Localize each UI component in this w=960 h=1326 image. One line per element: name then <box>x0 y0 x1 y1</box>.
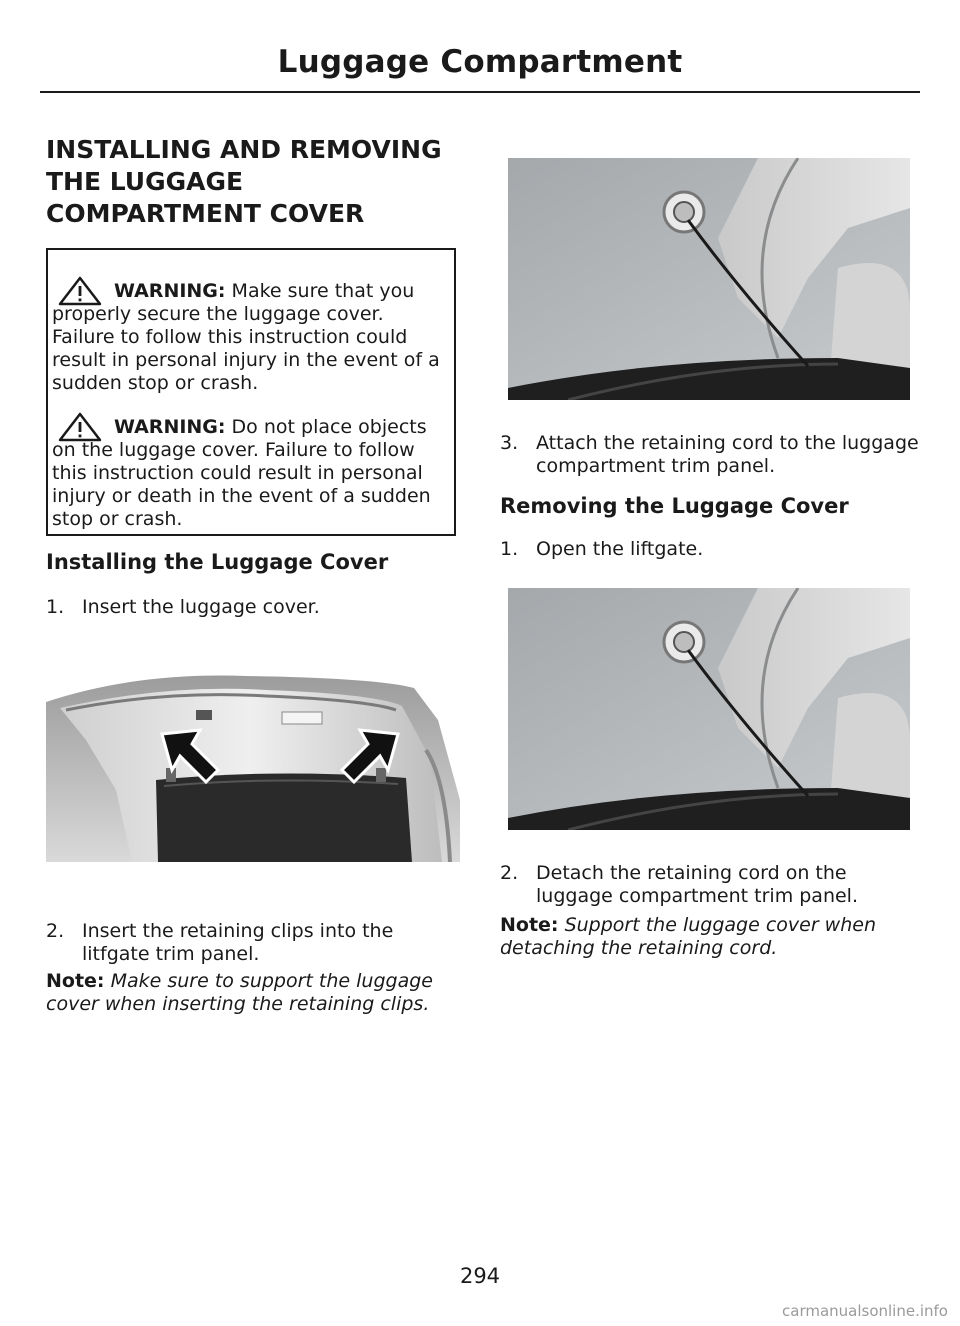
section-title-line-3: COMPARTMENT COVER <box>46 199 365 228</box>
remove-step-1-number: 1. <box>500 538 519 560</box>
retaining-cord-illustration <box>508 588 910 830</box>
section-title-line-1: INSTALLING AND REMOVING <box>46 135 442 164</box>
warning-2-label: WARNING: <box>114 416 226 438</box>
retaining-cord-photo-attach <box>508 158 910 400</box>
install-note-text: Make sure to support the luggage cover when inserting the retaining clips. <box>46 970 433 1015</box>
remove-note-text: Support the luggage cover when detaching the retaining cord. <box>500 914 876 959</box>
section-title <box>46 134 466 230</box>
warning-triangle-icon <box>58 412 102 442</box>
removing-heading: Removing the Luggage Cover <box>500 494 849 518</box>
liftgate-photo <box>46 650 460 862</box>
warning-2 <box>48 416 454 531</box>
attach-step-3-text: Attach the retaining cord to the luggage compartment trim panel. <box>536 432 919 477</box>
attach-step-3-number: 3. <box>500 432 519 454</box>
section-title-line-2: THE LUGGAGE <box>46 167 244 196</box>
install-step-1-text: Insert the luggage cover. <box>82 596 320 618</box>
attach-step-3 <box>500 432 920 478</box>
remove-step-2 <box>500 862 920 908</box>
install-note <box>46 970 456 1016</box>
remove-step-2-number: 2. <box>500 862 519 884</box>
watermark: carmanualsonline.info <box>782 1302 948 1320</box>
liftgate-illustration <box>46 650 460 862</box>
warning-triangle-icon <box>58 276 102 306</box>
header-rule <box>40 91 920 93</box>
remove-step-2-text: Detach the retaining cord on the luggage compartment trim panel. <box>536 862 858 907</box>
retaining-cord-illustration <box>508 158 910 400</box>
remove-note-label: Note: <box>500 914 559 936</box>
install-step-1 <box>46 596 456 619</box>
remove-step-1 <box>500 538 920 561</box>
retaining-cord-photo-detach <box>508 588 910 830</box>
install-note-label: Note: <box>46 970 105 992</box>
remove-note <box>500 914 920 960</box>
warning-box <box>46 248 456 536</box>
remove-step-1-text: Open the liftgate. <box>536 538 704 560</box>
install-step-2-number: 2. <box>46 920 65 942</box>
install-step-2 <box>46 920 456 966</box>
installing-heading: Installing the Luggage Cover <box>46 550 389 574</box>
warning-1-text: Make sure that you properly secure the luggage cover. Failure to follow this instruction could result in personal injury in the event of a sudden stop or crash. <box>52 280 440 394</box>
install-step-2-text: Insert the retaining clips into the litfgate trim panel. <box>82 920 394 965</box>
install-step-1-number: 1. <box>46 596 65 618</box>
page-header-title: Luggage Compartment <box>277 44 683 80</box>
warning-2-text: Do not place objects on the luggage cover. Failure to follow this instruction could result in personal injury or death in the event of a sudden stop or crash. <box>52 416 431 530</box>
warning-1 <box>48 280 454 395</box>
warning-1-label: WARNING: <box>114 280 226 302</box>
page-number: 294 <box>459 1264 501 1288</box>
